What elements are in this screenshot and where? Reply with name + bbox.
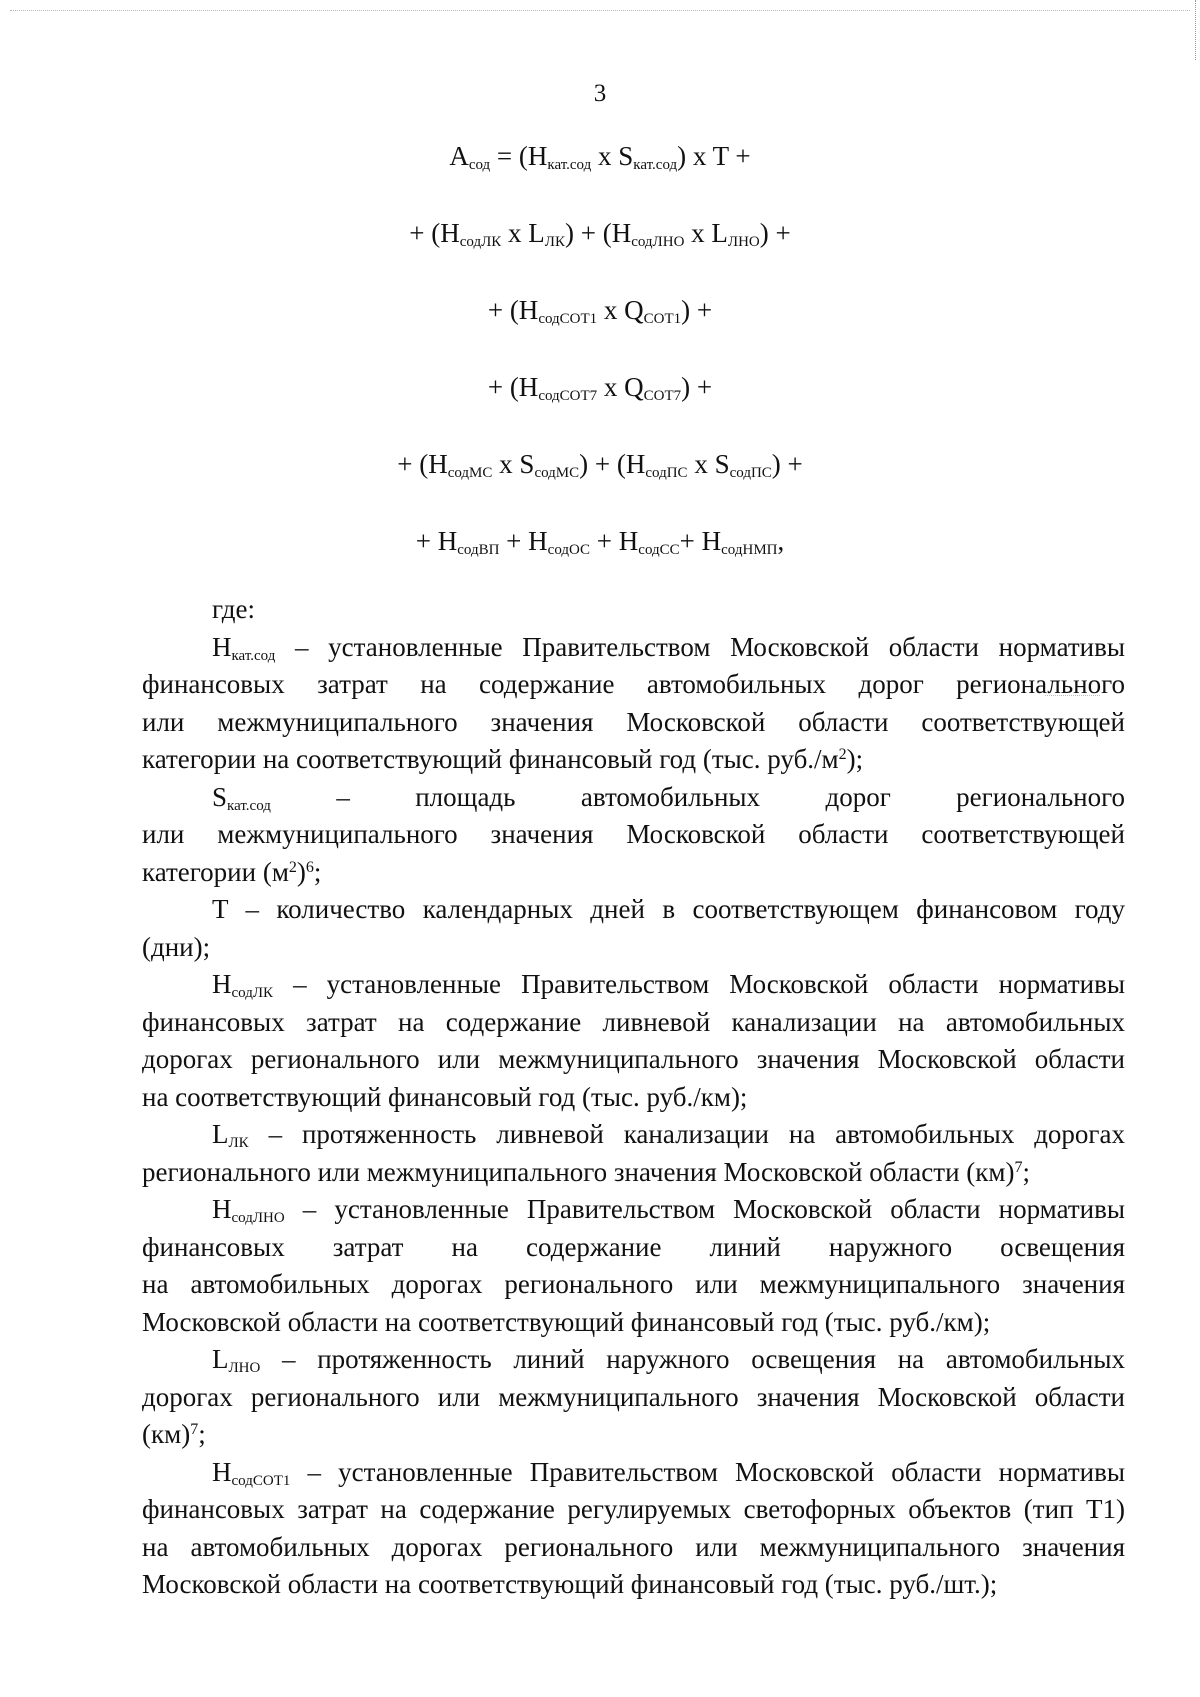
scan-top-edge — [10, 10, 1190, 12]
definition-s-kat-sod: $S_{кат.сод}$ – площадь автомобильных дорог регионального или межмуниципального значения Московской области соответствующей категории $(м^2)^6$; — [142, 781, 1125, 887]
definition-h-sod-lk: $H_{содЛК}$ – установленные Правительством Московской области нормативы финансовых затрат на содержание ливневой канализации на автомобильных дорогах регионального или межмуниципального значения Московской области на соответствующий финансовый год (тыс. руб./км); — [142, 969, 1125, 1112]
formula-line-1: $A_{сод} = (H_{кат.сод}$ x $S_{кат.сод}$) x T + — [449, 141, 751, 173]
page-number: 3 — [593, 80, 607, 107]
definition-l-lno: $L_{ЛНО}$ – протяженность линий наружного освещения на автомобильных дорогах регионального или межмуниципального значения Московской области (км)$^7$; — [142, 1344, 1125, 1449]
formula-line-2: + ($H_{содЛК}$ x $L_{ЛК}) + (H_{содЛНО}$ x $L_{ЛНО}$) + — [409, 218, 791, 250]
definition-h-sod-sot1: $H_{содСОТ1}$ – установленные Правительством Московской области нормативы финансовых затрат на содержание регулируемых светофорных объектов (тип T1) на автомобильных дорогах регионального или межмуниципального значения Московской области на соответствующий финансовый год (тыс. руб./шт.); — [142, 1456, 1125, 1599]
formula-line-4: + ($H_{содСОТ7}$ x $Q_{СОТ7}$) + — [487, 372, 713, 404]
formula — [0, 138, 1200, 600]
formula-line-3: + ($H_{содСОТ1}$ x $Q_{СОТ1}$) + — [487, 295, 713, 327]
definition-l-lk: $L_{ЛК}$ – протяженность ливневой канализации на автомобильных дорогах регионального или межмуниципального значения Московской области (км)$^7$; — [142, 1119, 1125, 1187]
scan-right-edge — [1193, 0, 1196, 60]
formula-line-6: + $H_{содВП} + H_{содОС} + H_{содСС}+ H_{содНМП}$, — [415, 526, 785, 558]
definition-h-sod-lno: $H_{содЛНО}$ – установленные Правительством Московской области нормативы финансовых затрат на содержание линий наружного освещения на автомобильных дорогах регионального или межмуниципального значения Московской области на соответствующий финансовый год (тыс. руб./км); — [142, 1194, 1125, 1337]
formula-line-5: + ($H_{содМС}$ x $S_{содМС}) + (H_{содПС}$ x $S_{содПС}$) + — [397, 449, 803, 481]
definitions-text — [142, 591, 1125, 1604]
definition-t: T – количество календарных дней в соответствующем финансовом году (дни); — [142, 894, 1125, 962]
where-label: где: — [212, 594, 255, 624]
definition-h-kat-sod: $H_{кат.сод}$ – установленные Правительством Московской области нормативы финансовых затрат на содержание автомобильных дорог регионального или межмуниципального значения Московской области соответствующей категории на соответствующий финансовый год (тыс. $руб./м^2$); — [142, 631, 1125, 774]
